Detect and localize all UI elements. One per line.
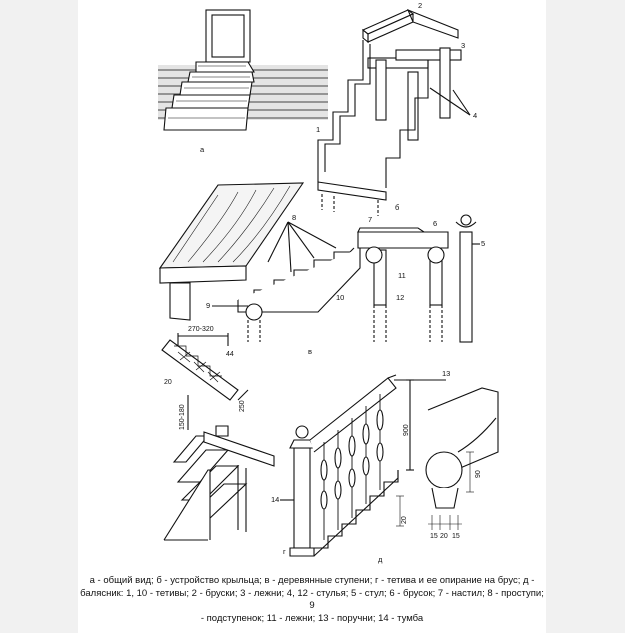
part-number-4: 4 [473,111,478,120]
label-panel-v: в [308,347,312,356]
dim-thickness: 44 [226,351,234,358]
wooden-steps [160,183,480,342]
caption-line-1: а - общий вид; б - устройство крыльца; в - деревянные ступени; г - тетива и ее опирание на брус; д - [89,575,535,586]
label-panel-d: д [378,555,383,564]
dim-height-900: 900 [403,424,410,436]
caption-line-3: - подступенок; 11 - лежни; 13 - поручни; 14 - тумба [200,612,424,624]
part-number-10: 10 [336,293,345,302]
dim-r20: 20 [440,533,448,540]
balustrade [280,375,498,556]
part-number-12: 12 [396,293,405,302]
label-panel-b: б [395,203,400,212]
dim-rail-90: 90 [475,470,482,478]
label-panel-a: а [200,145,205,154]
dim-base-20: 20 [401,516,408,524]
part-number-7: 7 [368,215,373,224]
porch-construction [318,10,470,216]
part-number-5: 5 [481,239,486,248]
figure-caption [78,575,546,625]
dim-riser: 150-180 [179,404,186,430]
dim-board-250: 250 [239,400,246,412]
dim-depth-20: 20 [164,379,172,386]
part-number-1: 1 [316,125,321,134]
dim-tread: 270-320 [188,326,214,333]
porch-general-view [158,10,328,130]
label-panel-g: г [283,547,286,556]
part-number-8: 8 [292,213,297,222]
stringer-detail [162,333,274,540]
part-number-9: 9 [206,301,211,310]
dim-r15a: 15 [430,533,438,540]
part-number-3: 3 [461,41,466,50]
part-number-14: 14 [271,495,280,504]
dim-r15b: 15 [452,533,460,540]
caption-line-2: балясник: 1, 10 - тетивы; 2 - бруски; 3 - лежни; 4, 12 - стулья; 5 - стул; 6 - брусок; 7 - настил; 8 - проступи; 9 [80,587,544,611]
part-number-2: 2 [418,1,423,10]
part-number-6: 6 [433,219,438,228]
stair-construction-diagram [78,0,546,575]
part-number-13: 13 [442,369,451,378]
part-number-11: 11 [398,271,406,280]
